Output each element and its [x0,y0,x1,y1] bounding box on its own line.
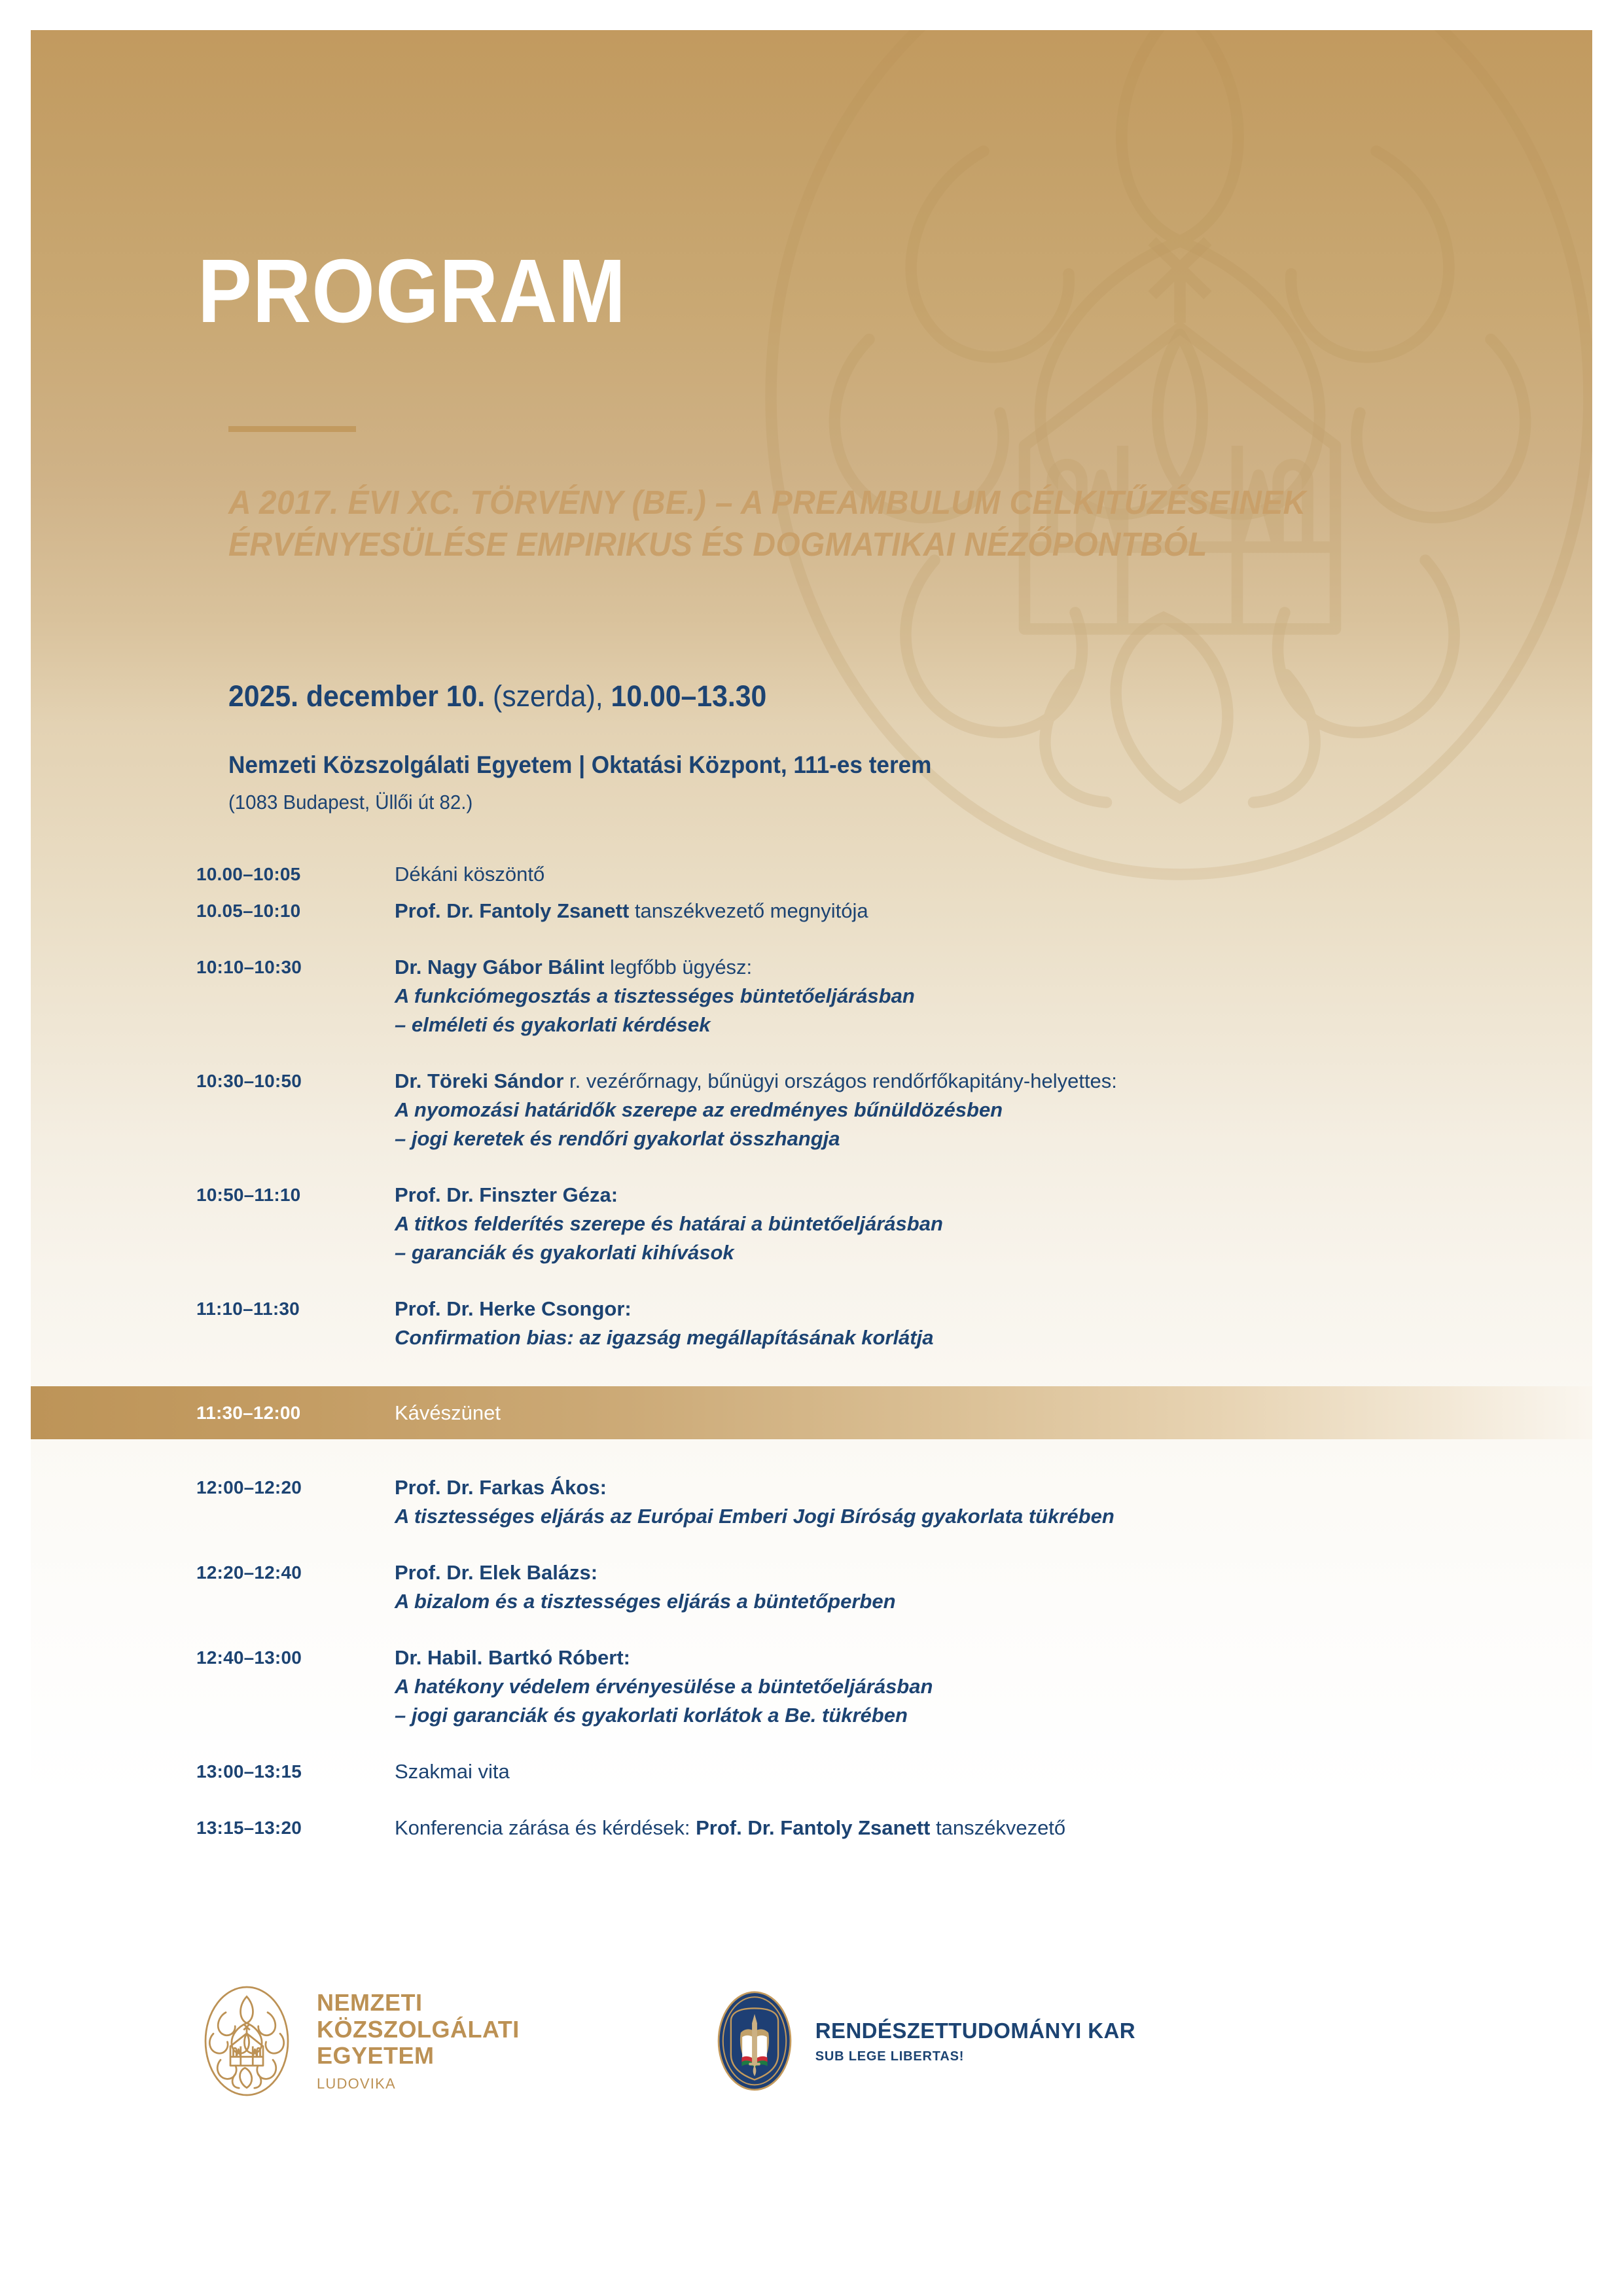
speaker-name: Dr. Töreki Sándor [395,1069,564,1093]
schedule-line: – jogi keretek és rendőri gyakorlat összhangja [395,1127,840,1151]
schedule-body [395,1814,1592,1842]
schedule-time: 10:50–11:10 [196,1185,301,1206]
schedule-line [395,897,1592,925]
schedule-spacer [31,1842,1592,1850]
schedule-line [395,953,1592,982]
page-title: PROGRAM [198,241,626,342]
schedule-spacer [31,1616,1592,1643]
schedule-line: A hatékony védelem érvényesülése a büntetőeljárásban [395,1675,933,1698]
logo-nke-subline: LUDOVIKA [317,2075,396,2092]
session-label: Konferencia zárása és kérdések: [395,1816,696,1840]
schedule-body [395,1067,1592,1153]
schedule-line: Prof. Dr. Herke Csongor: [395,1297,632,1321]
schedule-row [31,953,1592,1039]
schedule-row [31,860,1592,889]
schedule-body [395,1558,1592,1616]
logo-rtk-line1: RENDÉSZETTUDOMÁNYI KAR [815,2018,1135,2043]
event-date: 2025. december 10. [228,679,486,713]
schedule-line: A bizalom és a tisztességes eljárás a büntetőperben [395,1590,896,1613]
schedule-line: Prof. Dr. Farkas Ákos: [395,1476,607,1499]
schedule-time: 10.00–10:05 [196,864,301,884]
ludovika-crest-icon [198,1984,296,2098]
schedule-line: A tisztességes eljárás az Európai Emberi Jogi Bíróság gyakorlata tükrében [395,1505,1115,1528]
schedule-body [395,953,1592,1039]
event-weekday: (szerda), [485,679,611,713]
event-time-range: 10.00–13.30 [611,679,767,713]
schedule-line: A titkos felderítés szerepe és határai a büntetőeljárásban [395,1212,943,1236]
schedule-time: 12:00–12:20 [196,1477,302,1498]
logo-nke [198,1984,520,2098]
speaker-role: tanszékvezető megnyitója [629,899,868,923]
logo-nke-line3: EGYETEM [317,2042,435,2070]
schedule-list [31,860,1592,1850]
schedule-spacer [31,1039,1592,1067]
schedule-line: – elméleti és gyakorlati kérdések [395,1013,711,1037]
coffee-break-row [31,1386,1592,1439]
schedule-row [31,1814,1592,1842]
schedule-time: 10.05–10:10 [196,901,301,922]
speaker-role: legfőbb ügyész: [604,956,753,979]
logo-nke-wordmark [317,1990,520,2092]
schedule-row [31,1181,1592,1267]
event-address: (1083 Budapest, Üllői út 82.) [228,791,473,814]
schedule-line: – garanciák és gyakorlati kihívások [395,1241,734,1265]
coffee-break-time: 11:30–12:00 [196,1402,301,1423]
logo-rtk-line2: SUB LEGE LIBERTAS! [815,2049,965,2064]
schedule-row [31,1643,1592,1730]
conference-subtitle: A 2017. ÉVI XC. TÖRVÉNY (BE.) – A PREAMBULUM CÉLKITŰZÉSEINEK ÉRVÉNYESÜLÉSE EMPIRIKUS ÉS DOGMATIKAI NÉZŐPONTBÓL [228,484,1306,564]
logo-rtk [716,1990,1135,2092]
schedule-time: 10:30–10:50 [196,1071,302,1092]
logo-nke-line1: NEMZETI [317,1988,423,2016]
schedule-body [395,1181,1592,1267]
schedule-row [31,1067,1592,1153]
schedule-spacer [31,925,1592,953]
coffee-break-label: Kávészünet [395,1401,501,1424]
schedule-body [395,1643,1592,1730]
speaker-name: Prof. Dr. Fantoly Zsanett [395,899,630,923]
schedule-spacer [31,1153,1592,1181]
schedule-line: Dékáni köszöntő [395,863,545,886]
speaker-role: tanszékvezető [930,1816,1066,1840]
schedule-line: A funkciómegosztás a tisztességes büntetőeljárásban [395,984,915,1008]
logo-rtk-wordmark [815,2018,1135,2064]
schedule-spacer [31,889,1592,897]
logo-nke-line2: KÖZSZOLGÁLATI [317,2015,520,2043]
speaker-role: r. vezérőrnagy, bűnügyi országos rendőrfőkapitány-helyettes: [563,1069,1117,1093]
schedule-body [395,1295,1592,1352]
rtk-shield-icon [716,1990,793,2092]
schedule-row [31,897,1592,925]
schedule-time: 11:10–11:30 [196,1299,300,1319]
title-rule-divider [228,426,356,432]
poster-page [31,30,1592,2266]
schedule-line: Szakmai vita [395,1760,510,1784]
schedule-line [395,1067,1592,1096]
speaker-name: Dr. Nagy Gábor Bálint [395,956,605,979]
schedule-body [395,897,1592,925]
schedule-line [395,1814,1592,1842]
schedule-spacer [31,1352,1592,1386]
schedule-spacer [31,1531,1592,1558]
schedule-row [31,1473,1592,1531]
event-venue: Nemzeti Közszolgálati Egyetem | Oktatási Központ, 111-es terem [228,751,932,778]
footer-logos [31,1984,1592,2098]
event-datetime [228,680,766,713]
schedule-spacer [31,1439,1592,1473]
schedule-body [395,1473,1592,1531]
schedule-line: Dr. Habil. Bartkó Róbert: [395,1646,630,1670]
schedule-time: 13:00–13:15 [196,1761,302,1782]
schedule-row [31,1558,1592,1616]
schedule-time: 12:20–12:40 [196,1562,302,1583]
schedule-line: Prof. Dr. Elek Balázs: [395,1561,598,1585]
schedule-spacer [31,1730,1592,1757]
schedule-spacer [31,1786,1592,1814]
schedule-time: 13:15–13:20 [196,1818,302,1839]
schedule-row [31,1757,1592,1786]
schedule-body [395,1757,1592,1786]
schedule-row [31,1295,1592,1352]
schedule-line: Confirmation bias: az igazság megállapításának korlátja [395,1326,934,1350]
schedule-time: 10:10–10:30 [196,957,302,978]
schedule-line: Prof. Dr. Finszter Géza: [395,1183,618,1207]
schedule-line: – jogi garanciák és gyakorlati korlátok a Be. tükrében [395,1704,908,1727]
schedule-body [395,860,1592,889]
schedule-spacer [31,1267,1592,1295]
schedule-line: A nyomozási határidők szerepe az eredményes bűnüldözésben [395,1098,1003,1122]
speaker-name: Prof. Dr. Fantoly Zsanett [696,1816,931,1840]
schedule-time: 12:40–13:00 [196,1647,302,1668]
